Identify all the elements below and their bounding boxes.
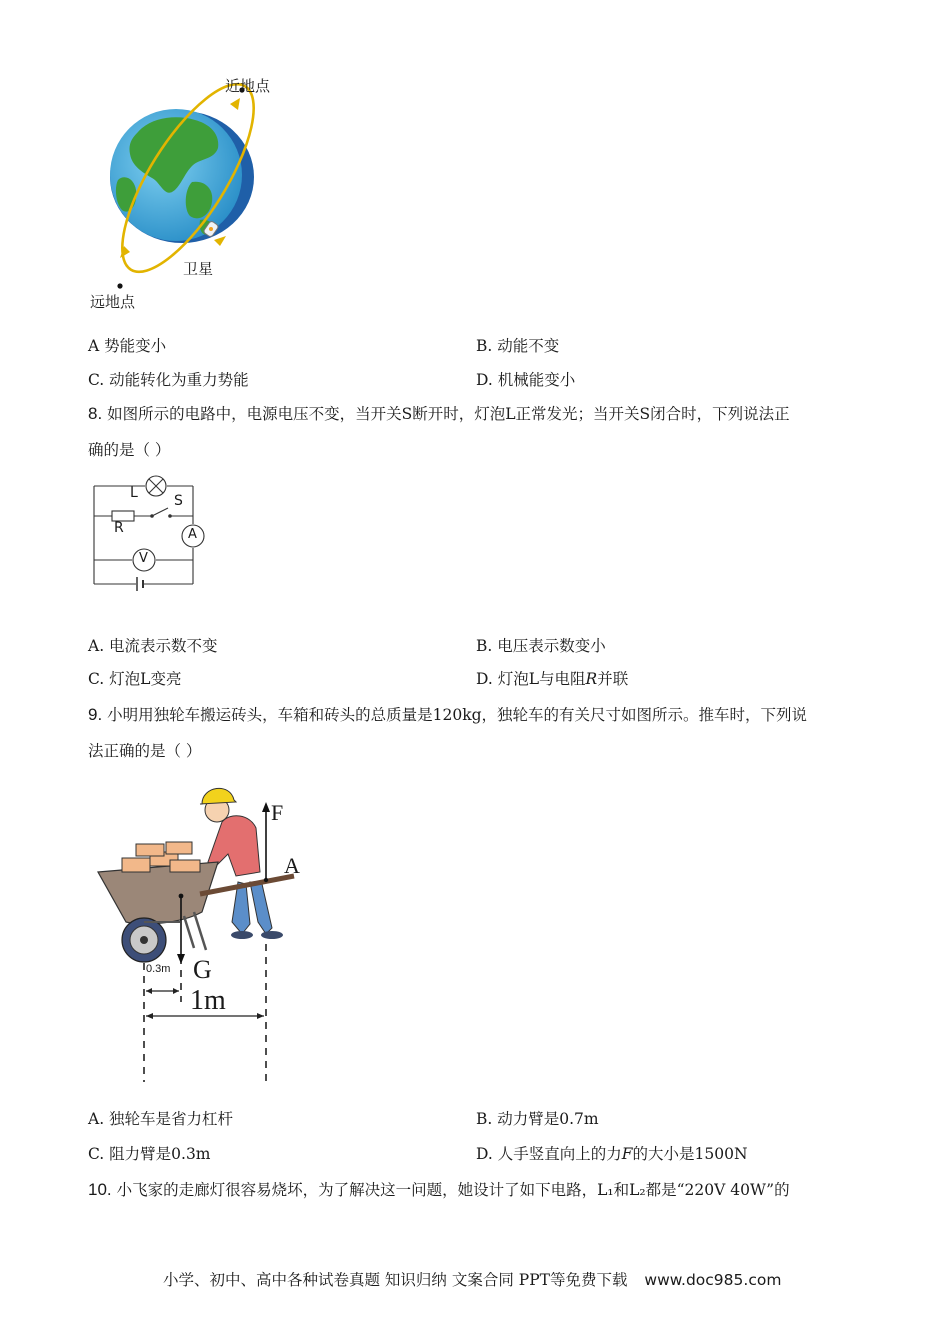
q10-number: 10. bbox=[88, 1180, 112, 1199]
dim-1m-label: 1m bbox=[190, 985, 226, 1016]
orbit-arrow bbox=[230, 98, 240, 110]
perigee-label: 近地点 bbox=[225, 77, 271, 95]
voltmeter-label: V bbox=[139, 551, 148, 566]
force-label: F bbox=[271, 800, 284, 825]
q9-option-b: B. 动力臂是0.7m bbox=[476, 1110, 599, 1128]
wheelbarrow-figure bbox=[90, 772, 320, 1084]
q8-option-c: C. 灯泡L变亮 bbox=[88, 670, 182, 688]
q9-stem-line2: 法正确的是（ ） bbox=[88, 742, 202, 760]
q7-option-d: D. 机械能变小 bbox=[476, 371, 576, 389]
point-a-label: A bbox=[284, 853, 300, 878]
q7-option-c: C. 动能转化为重力势能 bbox=[88, 371, 249, 389]
orbit-arrow bbox=[214, 236, 226, 246]
q10-stem-line1 bbox=[88, 1180, 790, 1200]
switch-symbol bbox=[152, 508, 168, 516]
footer-text: 小学、初中、高中各种试卷真题 知识归纳 文案合同 PPT等免费下载 bbox=[163, 1271, 628, 1289]
q8-stem-line1 bbox=[88, 404, 790, 424]
q8-option-d: D. 灯泡L与电阻R并联 bbox=[476, 670, 629, 688]
page-footer bbox=[163, 1268, 781, 1290]
q10-stem-text: 小飞家的走廊灯很容易烧坏，为了解决这一问题，她设计了如下电路，L₁和L₂都是“220V 40W”的 bbox=[116, 1181, 790, 1199]
q8-circuit-diagram bbox=[88, 472, 223, 597]
lamp-label: L bbox=[130, 485, 138, 501]
switch-label: S bbox=[174, 493, 183, 509]
worker-helmet bbox=[200, 788, 236, 804]
lamp-symbol bbox=[146, 476, 166, 496]
apogee-point bbox=[117, 283, 122, 288]
q9-option-a: A. 独轮车是省力杠杆 bbox=[88, 1110, 234, 1128]
dim-0-3m-label: 0.3m bbox=[146, 963, 171, 975]
apogee-label: 远地点 bbox=[90, 293, 136, 311]
gravity-arrow bbox=[177, 954, 185, 964]
q9-option-d: D. 人手竖直向上的力F的大小是1500N bbox=[476, 1145, 748, 1163]
q7-option-a: A 势能变小 bbox=[88, 337, 167, 355]
ammeter-label: A bbox=[188, 527, 197, 542]
force-arrow bbox=[262, 802, 270, 812]
q8-stem-text: 如图所示的电路中，电源电压不变，当开关S断开时，灯泡L正常发光；当开关S闭合时，下列说法正 bbox=[107, 405, 790, 423]
satellite-label: 卫星 bbox=[183, 260, 214, 278]
q8-number: 8. bbox=[88, 404, 103, 423]
q9-stem-text: 小明用独轮车搬运砖头，车箱和砖头的总质量是120kg，独轮车的有关尺寸如图所示。推车时，下列说 bbox=[107, 706, 808, 724]
q9-stem-line1 bbox=[88, 705, 807, 725]
q9-number: 9. bbox=[88, 705, 103, 724]
footer-url[interactable]: www.doc985.com bbox=[644, 1271, 782, 1289]
q9-option-c: C. 阻力臂是0.3m bbox=[88, 1145, 211, 1163]
resistor-label: R bbox=[114, 520, 124, 536]
q8-option-b: B. 电压表示数变小 bbox=[476, 637, 606, 655]
q8-stem-line2: 确的是（ ） bbox=[88, 441, 171, 459]
q7-option-b: B. 动能不变 bbox=[476, 337, 560, 355]
q8-option-a: A. 电流表示数不变 bbox=[88, 637, 218, 655]
gravity-label: G bbox=[193, 955, 212, 984]
